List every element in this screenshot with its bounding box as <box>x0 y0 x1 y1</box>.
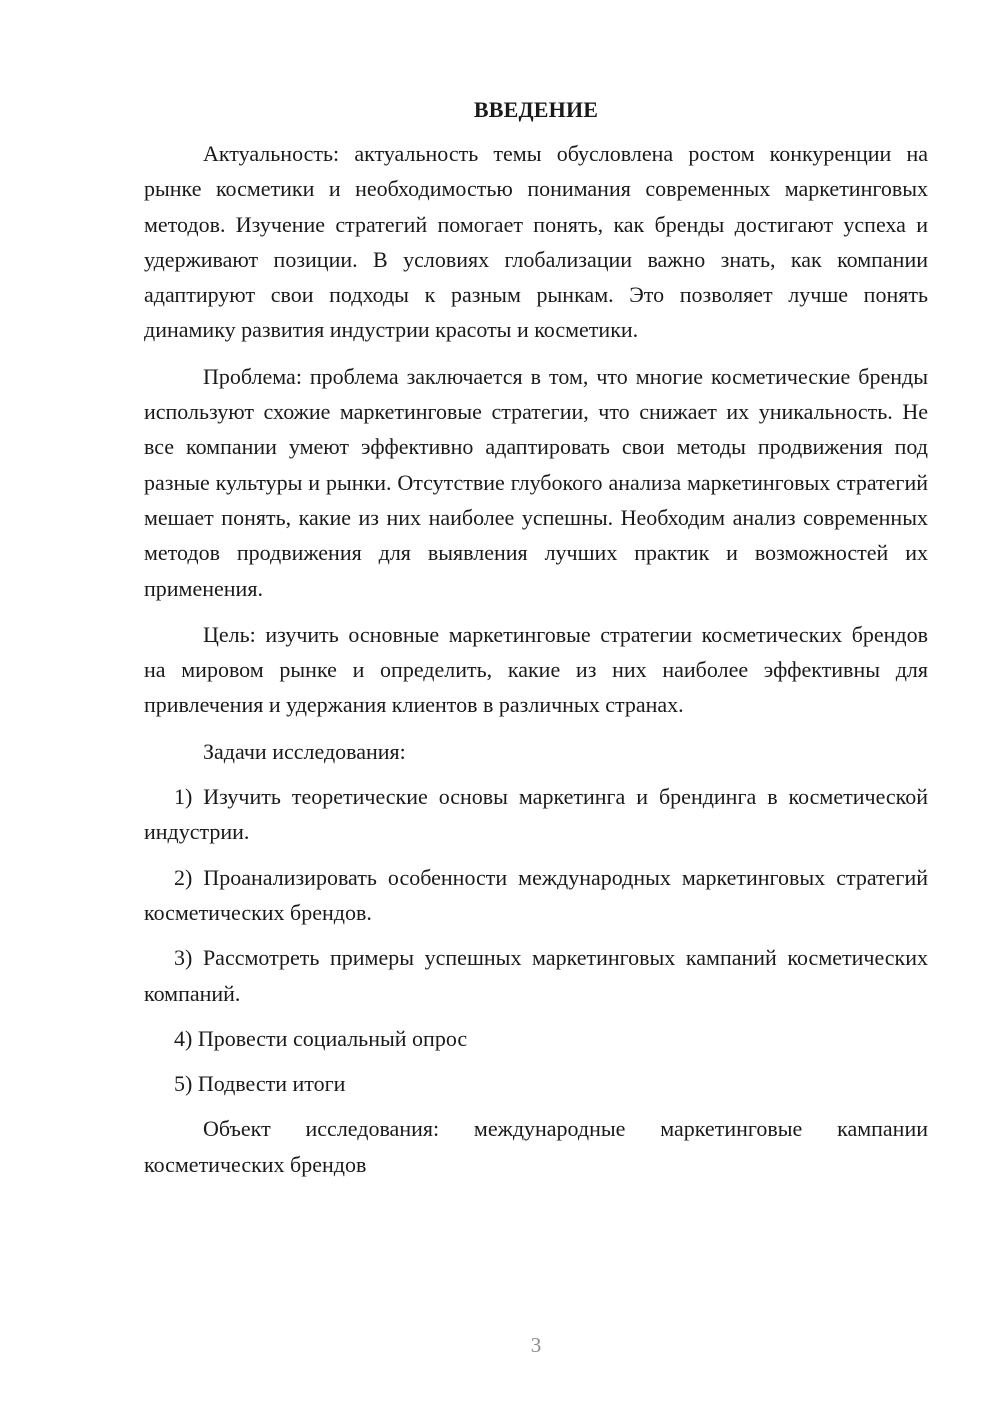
task-item-2: 2) Проанализировать особенности международных маркетинговых стратегий косметических брендов. <box>144 864 928 925</box>
document-page <box>144 92 928 1182</box>
task-item-1: 1) Изучить теоретические основы маркетинга и брендинга в косметической индустрии. <box>144 784 928 845</box>
paragraph-object: Объект исследования: международные маркетинговые кампании косметических брендов <box>144 1116 928 1177</box>
page-number: 3 <box>530 1333 542 1357</box>
tasks-heading: Задачи исследования: <box>203 738 406 764</box>
paragraph-problem: Проблема: проблема заключается в том, что многие косметические бренды используют схожие маркетинговые стратегии, что снижает их уникальность. Не все компании умеют эффективно адаптировать свои методы продвижения под разные культуры и рынки. Отсутствие глубокого анализа маркетинговых стратегий мешает понять, какие из них наиболее успешны. Необходим анализ современных методов продвижения для выявления лучших практик и возможностей их применения. <box>144 363 928 601</box>
task-item-3: 3) Рассмотреть примеры успешных маркетинговых кампаний косметических компаний. <box>144 945 928 1006</box>
section-heading: ВВЕДЕНИЕ <box>473 97 599 122</box>
task-item-5: 5) Подвести итоги <box>174 1071 346 1097</box>
paragraph-goal: Цель: изучить основные маркетинговые стратегии косметических брендов на мировом рынке и определить, какие из них наиболее эффективны для привлечения и удержания клиентов в различных странах. <box>144 621 928 718</box>
task-item-4: 4) Провести социальный опрос <box>174 1025 468 1051</box>
paragraph-relevance: Актуальность: актуальность темы обусловлена ростом конкуренции на рынке косметики и необходимостью понимания современных маркетинговых методов. Изучение стратегий помогает понять, как бренды достигают успеха и удерживают позиции. В условиях глобализации важно знать, как компании адаптируют свои подходы к разным рынкам. Это позволяет лучше понять динамику развития индустрии красоты и косметики. <box>144 141 928 343</box>
